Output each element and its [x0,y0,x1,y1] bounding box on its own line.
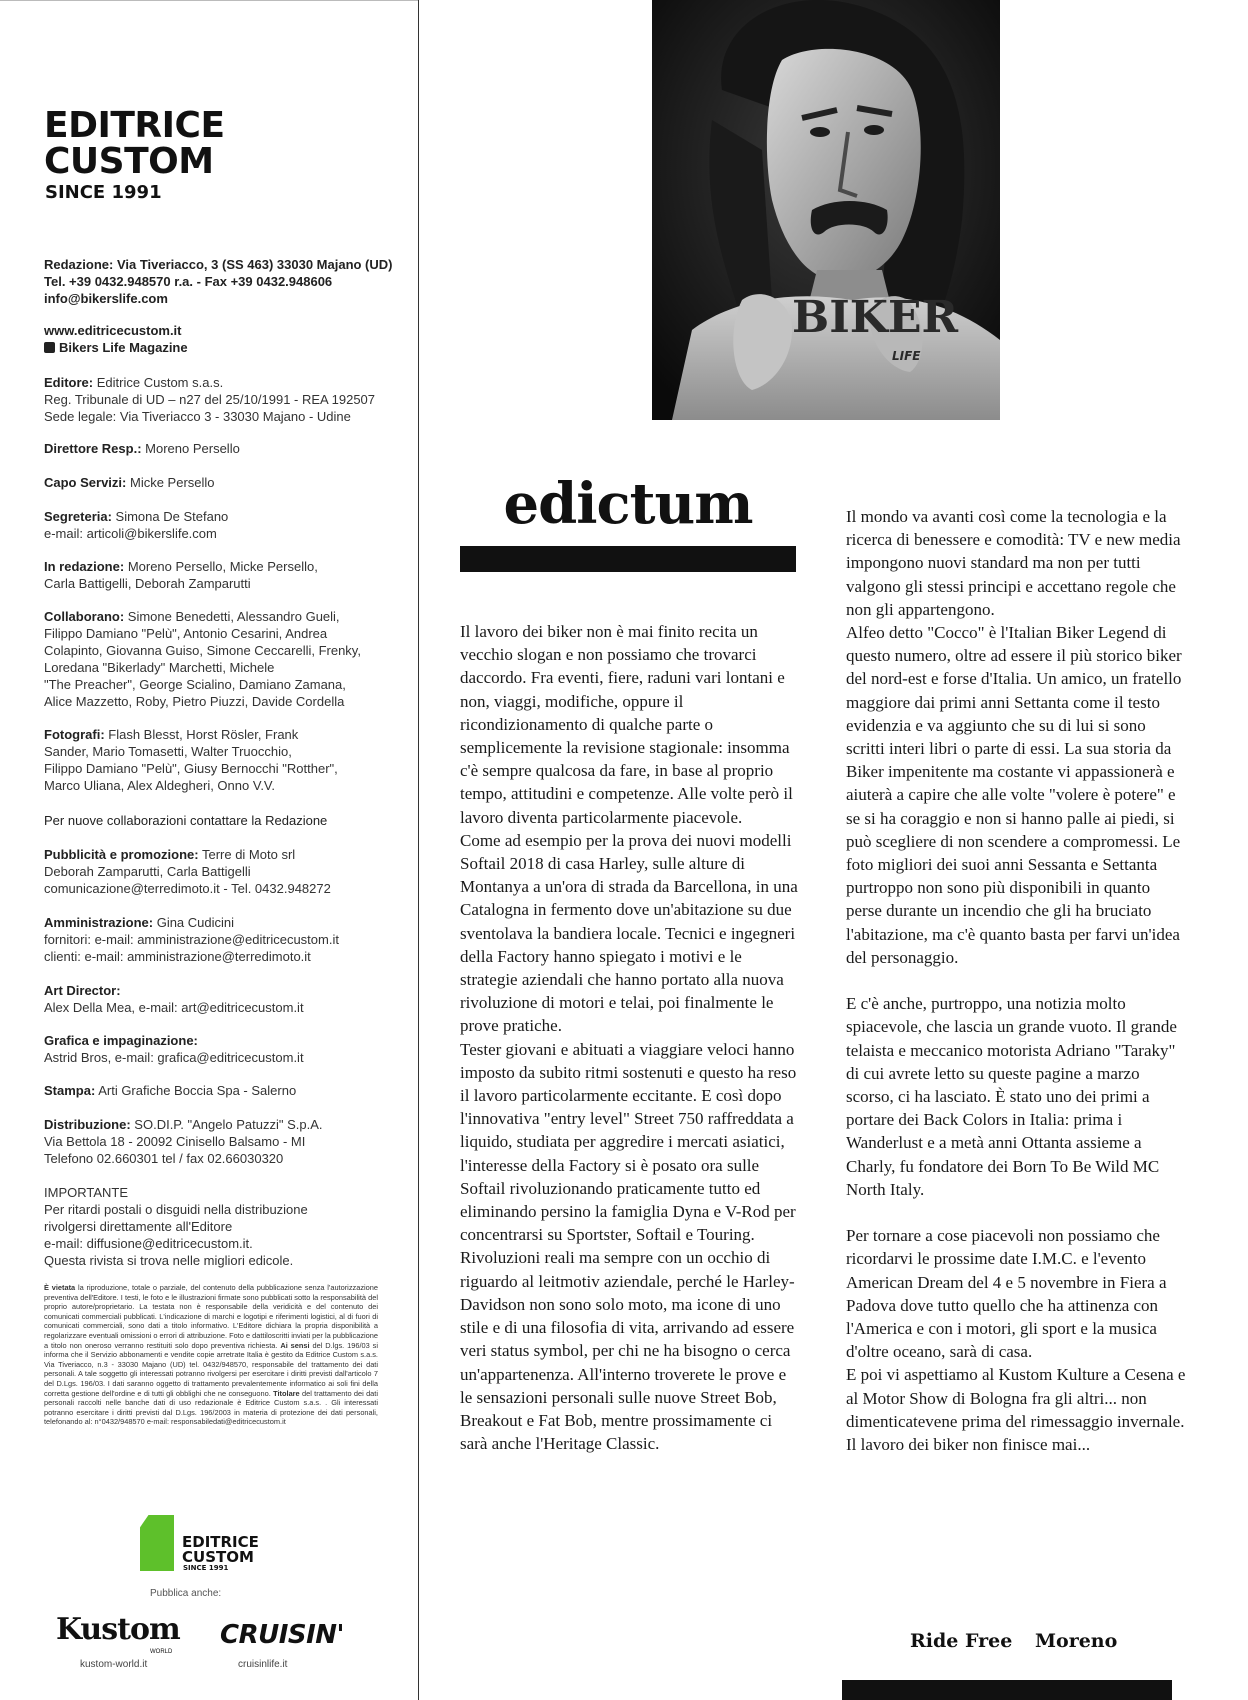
direttore-block [44,440,394,457]
art-director-label: Art Director: [44,983,121,998]
grafica-block [44,1032,394,1066]
art-director-value: Alex Della Mea, e-mail: art@editricecustom.it [44,1000,304,1015]
segreteria-value: Simona De Stefano [115,509,229,524]
facebook-icon [44,342,55,353]
kustom-site-link[interactable]: kustom-world.it [80,1659,148,1670]
fotografi-l2: Sander, Mario Tomasetti, Walter Truocchio, [44,744,292,759]
email-link[interactable]: info@bikerslife.com [44,291,168,306]
distribuzione-value: SO.DI.P. "Angelo Patuzzi" S.p.A. [134,1117,323,1132]
in-redazione-block [44,558,394,592]
legal-text3: del trattamento dei dati personali raccolti nelle banche dati di uso redazionale è Editrice Custom s.a.s. . Gli interessati potranno esercitare i diritti previsti dal D.Lgs. 196/2003 in materia di protezione dei dati personali, telefonando al: n°0432/948570 e-mail: responsabiledati@editricecustom.it [44,1388,378,1427]
pubblicita-value: Terre di Moto srl [201,847,296,862]
footer-bar [842,1680,1172,1700]
pubblicita-block [44,846,394,897]
distribuzione-block [44,1116,394,1167]
logo-text-line1: EDITRICE [182,1533,259,1551]
portrait-photo [652,0,1000,420]
fotografi-l4: Marco Uliana, Alex Aldegheri, Onno V.V. [44,778,276,793]
col2-paragraph: Per tornare a cose piacevoli non possiamo che ricordarvi le prossime date I.M.C. e l'evento American Dream del 4 e 5 novembre in Fiera a Padova dove tutto quello che ha attinenza con l'America e con i motori, gli sport e la musica d'oltre oceano, sarà di casa. [846,1226,1167,1362]
masthead-column [0,0,418,1700]
importante-l4: Questa rivista si trova nelle migliori edicole. [44,1253,294,1268]
fotografi-l1: Flash Blesst, Horst Rösler, Frank [108,727,299,742]
in-redazione-label: In redazione: [44,559,125,574]
amministrazione-l2: fornitori: e-mail: amministrazione@editricecustom.it [44,932,339,947]
article-column-1 [460,620,800,1455]
editore-reg: Reg. Tribunale di UD – n27 del 25/10/1991 - REA 192507 [44,392,376,407]
facebook-label: Bikers Life Magazine [59,340,188,355]
signature-ride-free: Ride Free [910,1630,1013,1652]
nuove-collab: Per nuove collaborazioni contattare la Redazione [44,813,328,828]
distribuzione-l3: Telefono 02.660301 tel / fax 02.66030320 [44,1151,284,1166]
legal-titolare: Titolare [273,1388,300,1398]
top-rule [0,0,418,1]
collaborano-block [44,608,394,710]
editore-sede: Sede legale: Via Tiveriacco 3 - 33030 Majano - Udine [44,409,351,424]
pubblicita-l3: comunicazione@terredimoto.it - Tel. 0432.948272 [44,881,331,896]
legal-text2: del D.lgs. 196/03 si informa che il Servizio abbonamenti e vendite copie arretrate Italia è gestito da Editrice Custom s.a.s. Via Tiveriacco, n.3 - 33030 Majano (UD) tel. 0432/948570, responsabile del trattamento dei dati personali. A tale soggetto gli interessati potranno rivolgersi per esercitare i diritti previsti dall'articolo 7 del D.Lgs. 196/03. I dati saranno oggetto di trattamento prevalentemente informatico ai soli fini della corretta gestione dell'ordine e di tutti gli obblighi che ne conseguono. [44,1340,378,1398]
article-headline: edictum [503,471,753,537]
paragraph-gap [846,1201,1186,1224]
fotografi-block [44,726,394,794]
col2-paragraph: Il lavoro dei biker non finisce mai... [846,1435,1091,1455]
amministrazione-block [44,914,394,965]
col1-paragraph: Come ad esempio per la prova dei nuovi modelli Softail 2018 di casa Harley, sulle alture di Montanya a un'ora di strada da Barcellona, in una Catalogna in fermento dove un'abitazione su due sventolava la bandiera locale. Tecnici e ingegneri della Factory hanno spiegato i motivi e le strategie aziendali che hanno portato alla nuova rivoluzione di motori e telai, poi finalmente le prove pratiche. [460,830,798,1036]
collaborano-l6: Alice Mazzetto, Roby, Pietro Piuzzi, Davide Cordella [44,694,345,709]
legal-vietata: È vietata [44,1283,76,1292]
col2-paragraph: Il mondo va avanti così come la tecnologia e la ricerca di benessere e comodità: TV e new media impongono nuovi standard ma non per tutti valgono gli stessi principi e accettano regole che non gli appartengono. [846,507,1181,619]
col2-paragraph: Alfeo detto "Cocco" è l'Italian Biker Legend di questo numero, oltre ad essere il più storico biker del nord-est e forse d'Italia. Un amico, un fratello maggiore dai primi anni Settanta come il testo evidenzia e va aggiunto che su di lui si sono scritti interi libri o parte di essi. La sua storia da Biker impenitente ma costante vi appassionerà e aiuterà a capire che alle volte "volere è potere" e se si ha coraggio e non si hanno palle ai piedi, si può scegliere di non scendere a compromessi. Le foto migliori dei suoi anni Sessanta e Settanta purtroppo non sono più disponibili in quanto perse durante un incendio che gli ha bruciato l'abitazione, ma c'è quanto basta per farvi un'idea del personaggio. [846,623,1182,967]
grafica-label: Grafica e impaginazione: [44,1033,198,1048]
brand-line1: EDITRICE [44,105,225,146]
editore-block [44,374,394,425]
direttore-value: Moreno Persello [145,441,240,456]
importante-label: IMPORTANTE [44,1185,129,1200]
kustom-logo: Kustom [56,1612,180,1647]
article-column-2 [846,505,1186,1456]
website-link[interactable]: www.editricecustom.it [44,323,182,338]
pubblica-anche: Pubblica anche: [150,1588,222,1599]
amministrazione-value: Gina Cudicini [156,915,235,930]
stampa-block [44,1082,394,1099]
segreteria-email: e-mail: articoli@bikerslife.com [44,526,217,541]
stampa-label: Stampa: [44,1083,96,1098]
col2-paragraph: E c'è anche, purtroppo, una notizia molto spiacevole, che lascia un grande vuoto. Il grande telaista e meccanico motorista Adriano "Taraky" di cui avrete letto su queste pagine a marzo scorso, ci ha lasciato. È stato uno dei primi a portare dei Back Colors in Italia: prima i Wanderlust e a metà anni Ottanta assieme a Charly, fu fondatore dei Born To Be Wild MC North Italy. [846,994,1177,1199]
amministrazione-l3: clienti: e-mail: amministrazione@terredimoto.it [44,949,311,964]
phone: Tel. +39 0432.948570 r.a. - Fax +39 0432.948606 [44,274,333,289]
column-divider [418,0,419,1700]
legal-notice [44,1283,378,1427]
pubblicita-label: Pubblicità e promozione: [44,847,199,862]
segreteria-label: Segreteria: [44,509,112,524]
distribuzione-l2: Via Bettola 18 - 20092 Cinisello Balsamo - MI [44,1134,306,1149]
col1-paragraph: Tester giovani e abituati a viaggiare veloci hanno imposto da subito ritmi sostenuti e questo ha reso il lavoro particolarmente eccitante. E così dopo l'innovativa "entry level" Street 750 raffreddata a liquido, studiata per aggredire i mercati asiatici, l'interesse della Factory si è posato ora sulle Softail rivoluzionando praticamente tutto ed eliminando persino la famiglia Dyna e V-Rod per concentrarsi su Sportster, Softail e Touring. Rivoluzioni reali ma sempre con un occhio di riguardo al leitmotiv aziendale, perché le Harley-Davidson non sono solo moto, ma icone di uno stile e di una filosofia di vita, arrivando ad essere veri status symbol, per chi ne ha bisogno o cerca un'appartenenza. All'interno troverete le prove e le sensazioni personali sulle nuove Street Bob, Breakout e Fat Bob, mentre prossimamente ci sarà anche l'Heritage Classic. [460,1039,797,1454]
capo-value: Micke Persello [129,475,215,490]
editore-value: Editrice Custom s.a.s. [96,375,224,390]
logo-since: SINCE 1991 [183,1564,229,1572]
logo-text [182,1535,259,1565]
contact-block [44,256,394,307]
collaborano-l4: Loredana "Bikerlady" Marchetti, Michele [44,660,275,675]
brand-logo [44,105,225,182]
in-redazione-value: Moreno Persello, Micke Persello, [127,559,318,574]
col1-paragraph: Il lavoro dei biker non è mai finito recita un vecchio slogan e non possiamo che trovarci daccordo. Fra eventi, fiere, raduni vari lontani e non, viaggi, modifiche, oppure il ricondizionamento di qualche parte o semplicemente la revisione stagionale: insomma c'è sempre qualcosa da fare, in base al proprio tempo, attitudini e competenze. Alle volte però il lavoro diventa particolarmente piacevole. [460,622,793,827]
editore-label: Editore: [44,375,94,390]
distribuzione-label: Distribuzione: [44,1117,131,1132]
importante-block [44,1184,394,1269]
cruisin-logo: CRUISIN' [220,1620,345,1650]
facebook-link[interactable] [44,339,394,356]
col2-paragraph: E poi vi aspettiamo al Kustom Kulture a Cesena e al Motor Show di Bologna fra gli altri... non dimenticatevene prima del rimessaggio invernale. [846,1365,1186,1431]
collaborano-l3: Colapinto, Giovanna Guiso, Simone Ceccarelli, Frenky, [44,643,361,658]
shirt-subtext: LIFE [892,349,921,363]
brand-since: SINCE 1991 [45,182,162,203]
grafica-value: Astrid Bros, e-mail: grafica@editricecustom.it [44,1050,304,1065]
fotografi-l3: Filippo Damiano "Pelù", Giusy Bernocchi "Rotther", [44,761,338,776]
collaborano-l1: Simone Benedetti, Alessandro Gueli, [127,609,340,624]
web-block [44,322,394,356]
headline-bar [460,546,796,572]
shirt-text: BIKER [792,292,959,343]
importante-l3: e-mail: diffusione@editricecustom.it. [44,1236,253,1251]
fotografi-label: Fotografi: [44,727,105,742]
stampa-value: Arti Grafiche Boccia Spa - Salerno [98,1083,297,1098]
address: Redazione: Via Tiveriacco, 3 (SS 463) 33030 Majano (UD) [44,257,393,272]
logo-green-mark [140,1515,174,1571]
capo-block [44,474,394,491]
cruisin-site-link[interactable]: cruisinlife.it [238,1659,288,1670]
capo-label: Capo Servizi: [44,475,127,490]
segreteria-block [44,508,394,542]
legal-text1: la riproduzione, totale o parziale, del contenuto della pubblicazione senza l'autorizzazione preventiva dell'Editore. I testi, le foto e le illustrazioni firmate sono pubblicati sotto la responsabilità del proprio autore/proprietario. La testata non è responsabile della veridicità e del contenuto dei comunicati commerciali pubblicati. L'indicazione di marchi e logotipi e riferimenti logistici, al di fuori di comunicati commerciali, sono dati a titolo informativo. L'Editore dichiara la propria disponibilità a regolarizzare eventuali omissioni o errori di attribuzione. Foto e dattiloscritti inviati per la pubblicazione a titolo non oneroso verranno restituiti solo dopo preventiva richiesta. [44,1283,378,1350]
signature-author: Moreno [1035,1630,1118,1652]
collaborano-l5: "The Preacher", George Scialino, Damiano Zamana, [44,677,346,692]
importante-l2: rivolgersi direttamente all'Editore [44,1219,233,1234]
paragraph-gap [846,969,1186,992]
direttore-label: Direttore Resp.: [44,441,142,456]
brand-line2: CUSTOM [44,141,214,182]
pubblicita-l2: Deborah Zamparutti, Carla Battigelli [44,864,251,879]
amministrazione-label: Amministrazione: [44,915,154,930]
in-redazione-value2: Carla Battigelli, Deborah Zamparutti [44,576,251,591]
kustom-world-tag: WORLD [150,1649,173,1655]
art-director-block [44,982,394,1016]
collaborano-label: Collaborano: [44,609,125,624]
logo-text-line2: CUSTOM [182,1548,254,1566]
importante-l1: Per ritardi postali o disguidi nella distribuzione [44,1202,308,1217]
legal-aisensi: Ai sensi [280,1340,310,1350]
portrait-illustration [652,0,1000,420]
collaborano-l2: Filippo Damiano "Pelù", Antonio Cesarini, Andrea [44,626,328,641]
